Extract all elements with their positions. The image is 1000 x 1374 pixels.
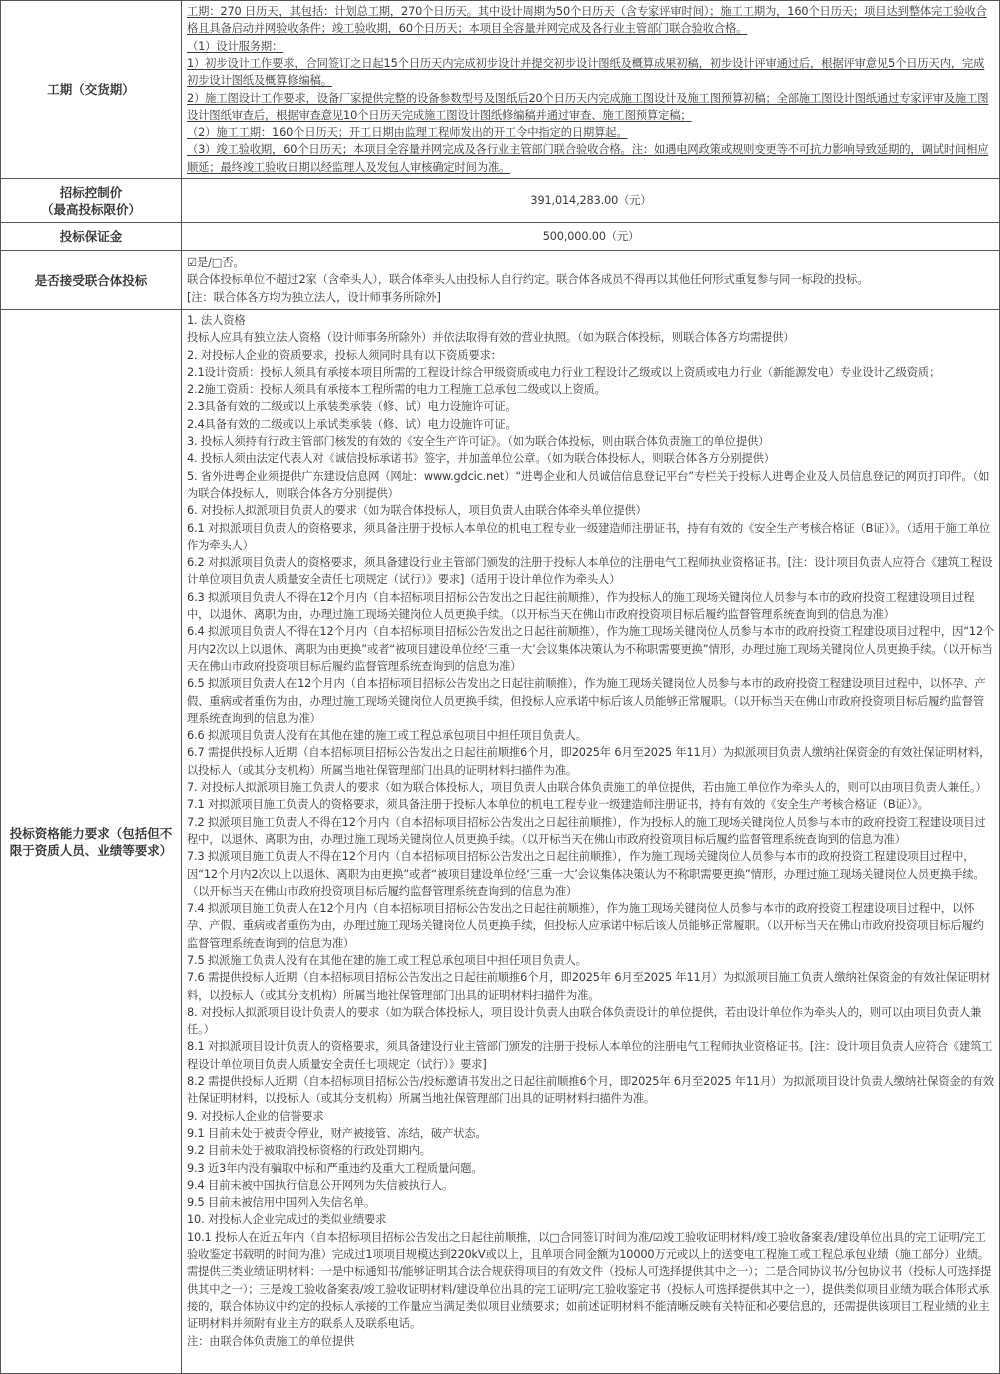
paragraph: 9. 对投标人企业的信誉要求 [187,1109,324,1123]
paragraph: 3. 投标人须持有行政主管部门核发的有效的《安全生产许可证》。（如为联合体投标，则由联合体负责施工的单位提供） [187,435,770,449]
paragraph: 工期：270 日历天，其包括：计划总工期，270个日历天。其中设计周期为50个日历天（含专家评审时间）；施工工期为，160个日历天；项目达到整体完工验收合格且具备启动并网验收条件；竣工验收期，60个日历天；本项目全容量并网完成及各行业主管部门联合验收合格。 [187,5,987,36]
paragraph: 注：由联合体负责施工的单位提供 [187,1334,355,1348]
paragraph: 2.2施工资质：投标人须具有承接本工程所需的电力工程施工总承包二级或以上资质。 [187,383,606,397]
paragraph: （3）竣工验收期，60个日历天；本项目全容量并网完成及各行业主管部门联合验收合格。注：如遇电网政策或规则变更等不可抗力影响导致延期的，调试时间相应顺延；最终竣工验收日期以经监理人及发包人审核确定时间为准。 [187,143,989,174]
paragraph: 6.1 对拟派项目负责人的资格要求，须具备注册于投标人本单位的机电工程专业一级建造师注册证书，持有有效的《安全生产考核合格证（B证）》。（适用于施工单位作为牵头人） [187,521,991,552]
paragraph: 6.5 拟派项目负责人在12个月内（自本招标项目招标公告发出之日起往前顺推），作为施工现场关键岗位人员参与本市的政府投资工程建设项目过程中，以怀孕、产假、重病或者重伤为由，办理过施工现场关键岗位人员更换手续，但投标人应承诺中标后该人员能够正常履职。（以开标当天在佛山市政府投资项目标后履约监督管理系统查询到的信息为准） [187,677,986,725]
control-price-label-line1: 招标控制价 [59,184,123,200]
paragraph: 5. 省外进粤企业须提供广东建设信息网（网址：www.gdcic.net）“进粤企业和人员诚信信息登记平台”专栏关于投标人进粤企业及人员信息登记的网页打印件。（如为联合体投标人，则联合体各方分别提供） [187,469,990,500]
row-bid-bond [1,223,1000,251]
paragraph: 10.1 投标人在近五年内（自本招标项目招标公告发出之日起往前顺推，以□合同签订时间为准/☑竣工验收证明材料/竣工验收备案表/建设单位出具的完工证明/完工验收鉴定书载明的时间为准）完成过1项项目规模达到220kV或以上，且单项合同金额为10000万元或以上的送变电工程施工或工程总承包业绩（施工部分）业绩。需提供三类业绩证明材料：一是中标通知书/能够证明其合法合规获得项目的有效文件（投标人可选择提供其中之一）；二是合同协议书/分包协议书（投标人可选择提供其中之一）；三是竣工验收备案表/竣工验收证明材料/建设单位出具的完工证明/完工验收鉴定书（投标人可选择提供其中之一），提供类似项目业绩为联合体形式承接的，联合体协议中约定的投标人承接的工作量应当满足类似项目业绩要求；如前述证明材料不能清晰反映有关特征和必要信息的，还需提供该项目工程业绩的业主证明材料并须附有业主方的联系人及联系电话。 [187,1230,992,1331]
paragraph: 7.4 拟派项目施工负责人在12个月内（自本招标项目招标公告发出之日起往前顺推），作为施工现场关键岗位人员参与本市的政府投资工程建设项目过程中，以怀孕、产假、重病或者重伤为由，办理过施工现场关键岗位人员更换手续，但投标人应承诺中标后该人员能够正常履职。（以开标当天在佛山市政府投资项目标后履约监督管理系统查询到的信息为准） [187,902,984,950]
paragraph: 8.2 需提供投标人近期（自本招标项目招标公告/投标邀请书发出之日起往前顺推6个月，即2025年 6月至2025 年11月）为拟派项目设计负责人缴纳社保资金的有效社保证明材料，以投标人（或其分支机构）所属当地社保管理部门出具的证明材料扫描件为准。 [187,1075,995,1106]
row-control-price [1,179,1000,223]
row-qualification [1,310,1000,1374]
consortium-label: 是否接受联合体投标 [1,251,182,310]
paragraph: 7. 对投标人拟派项目施工负责人的要求（如为联合体投标人，项目负责人由联合体负责施工的单位提供，若由施工单位作为牵头人的，则可以由项目负责人兼任。） [187,781,987,795]
paragraph: 6.2 对拟派项目负责人的资格要求，须具备建设行业主管部门颁发的注册于投标人本单位的注册电气工程师执业资格证书。[注：设计项目负责人应符合《建筑工程设计单位项目负责人质量安全责任七项规定（试行）》要求]（适用于设计单位作为牵头人） [187,556,993,587]
paragraph: 7.3 拟派项目施工负责人不得在12个月内（自本招标项目招标公告发出之日起往前顺推），作为施工现场关键岗位人员参与本市的政府投资工程建设项目过程中，因“12个月内2次以上以退休、离职为由更换”或者“被项目建设单位经‘三重一大’会议集体决策认为不称职需要更换”情形，办理过施工现场关键岗位人员更换手续。（以开标当天在佛山市政府投资项目标后履约监督管理系统查询到的信息为准） [187,850,985,898]
control-price-label-line2: （最高投标限价） [40,201,141,217]
schedule-content [182,1,1000,179]
paragraph: ☑是/□否。 [187,256,245,270]
paragraph: 8. 对投标人拟派项目设计负责人的要求（如为联合体投标人，项目设计负责人由联合体负责设计的单位提供，若由设计单位作为牵头人的，则可以由项目负责人兼任。） [187,1005,982,1037]
qualification-label: 投标资格能力要求（包括但不限于资质人员、业绩等要求） [1,310,182,1374]
control-price-value: 391,014,283.00（元） [182,179,1000,223]
paragraph: 2. 对投标人企业的资质要求，投标人须同时具有以下资质要求： [187,348,502,362]
row-schedule [1,1,1000,179]
paragraph: [注：联合体各方均为独立法人，设计师事务所除外] [187,290,441,304]
paragraph: 9.2 目前未处于被取消投标资格的行政处罚期内。 [187,1144,431,1158]
control-price-label [1,179,182,223]
paragraph: 投标人应具有独立法人资格（设计师事务所除外）并依法取得有效的营业执照。（如为联合体投标，则联合体各方均需提供） [187,331,795,345]
paragraph: 9.3 近3年内没有骗取中标和严重违约及重大工程质量问题。 [187,1161,483,1175]
bid-bond-value: 500,000.00（元） [182,223,1000,251]
paragraph: （1）设计服务期： [187,39,284,53]
paragraph: 6.7 需提供投标人近期（自本招标项目招标公告发出之日起往前顺推6个月，即2025年 6月至2025 年11月）为拟派项目负责人缴纳社保资金的有效社保证明材料，以投标人（或其分支机构）所属当地社保管理部门出具的证明材料扫描件为准。 [187,746,991,777]
paragraph: 2.4具备有效的二级或以上承试类承装（修、试）电力设施许可证。 [187,417,517,431]
paragraph: 10. 对投标人企业完成过的类似业绩要求 [187,1213,387,1227]
paragraph: （2）施工工期：160个日历天；开工日期由监理工程师发出的开工令中指定的日期算起。 [187,126,628,140]
paragraph: 6.4 拟派项目负责人不得在12个月内（自本招标项目招标公告发出之日起往前顺推），作为施工现场关键岗位人员参与本市的政府投资工程建设项目过程中，因“12个月内2次以上以退休、离职为由更换”或者“被项目建设单位经‘三重一大’会议集体决策认为不称职需要更换”情形，办理过施工现场关键岗位人员更换手续。（以开标当天在佛山市政府投资项目标后履约监督管理系统查询到的信息为准） [187,625,995,673]
paragraph: 2.3具备有效的二级或以上承装类承装（修、试）电力设施许可证。 [187,400,517,414]
paragraph: 9.4 目前未被中国执行信息公开网列为失信被执行人。 [187,1178,454,1192]
paragraph: 6. 对投标人拟派项目负责人的要求（如为联合体投标人，项目负责人由联合体牵头单位提供） [187,504,647,518]
paragraph: 6.6 拟派项目负责人没有在其他在建的施工或工程总承包项目中担任项目负责人。 [187,729,587,743]
paragraph: 4. 投标人须由法定代表人对《诚信投标承诺书》签字，并加盖单位公章。（如为联合体投标人，则联合体各方分别提供） [187,452,775,466]
paragraph: 联合体投标单位不超过2家（含牵头人），联合体牵头人由投标人自行约定。联合体各成员不得再以其他任何形式重复参与同一标段的投标。 [187,273,869,287]
paragraph: 7.1 对拟派项目施工负责人的资格要求，须具备注册于投标人本单位的机电工程专业一级建造师注册证书，持有有效的《安全生产考核合格证（B证）》。 [187,798,929,812]
paragraph: 2.1设计资质：投标人须具有承接本项目所需的工程设计综合甲级资质或电力行业工程设计乙级或以上资质或电力行业（新能源发电）专业设计乙级资质； [187,365,941,379]
bid-bond-label: 投标保证金 [1,223,182,251]
paragraph: 8.1 对拟派项目设计负责人的资格要求，须具备建设行业主管部门颁发的注册于投标人本单位的注册电气工程师执业资格证书。[注：设计项目负责人应符合《建筑工程设计单位项目负责人质量安全责任七项规定（试行）》要求] [187,1040,993,1071]
paragraph: 7.5 拟派施工负责人没有在其他在建的施工或工程总承包项目中担任项目负责人。 [187,953,587,967]
paragraph: 7.6 需提供投标人近期（自本招标项目招标公告发出之日起往前顺推6个月，即2025年 6月至2025 年11月）为拟派项目施工负责人缴纳社保资金的有效社保证明材料，以投标人（或其分支机构）所属当地社保管理部门出具的证明材料扫描件为准。 [187,971,991,1002]
paragraph: 1）初步设计工作要求，合同签订之日起15个日历天内完成初步设计并提交初步设计图纸及概算成果初稿，初步设计评审通过后，根据评审意见5个日历天内，完成初步设计图纸及概算修编稿。 [187,56,985,88]
paragraph: 1. 法人资格 [187,314,246,327]
paragraph: 2）施工图设计工作要求，设备厂家提供完整的设备参数型号及图纸后20个日历天内完成施工图设计及施工图预算初稿；全部施工图设计图纸通过专家评审及施工图设计图纸审查后，根据审查意见10个日历天完成施工图设计图纸修编稿并通过审查、施工图预算定稿； [187,91,989,122]
qualification-content [182,310,1000,1374]
schedule-label: 工期（交货期） [1,1,182,179]
paragraph: 9.5 目前未被信用中国列入失信名单。 [187,1196,376,1210]
paragraph: 9.1 目前未处于被责令停业，财产被接管、冻结，破产状态。 [187,1126,487,1140]
paragraph: 7.2 拟派项目施工负责人不得在12个月内（自本招标项目招标公告发出之日起往前顺推），作为投标人的施工现场关键岗位人员参与本市的政府投资工程建设项目过程中，以退休、离职为由，办理过施工现场关键岗位人员更换手续。（以开标当天在佛山市政府投资项目标后履约监督管理系统查询到的信息为准） [187,815,986,846]
paragraph: 6.3 拟派项目负责人不得在12个月内（自本招标项目招标公告发出之日起往前顺推），作为投标人的施工现场关键岗位人员参与本市的政府投资工程建设项目过程中，以退休、离职为由，办理过施工现场关键岗位人员更换手续。（以开标当天在佛山市政府投资项目标后履约监督管理系统查询到的信息为准） [187,590,975,622]
row-consortium [1,251,1000,310]
consortium-content [182,251,1000,310]
